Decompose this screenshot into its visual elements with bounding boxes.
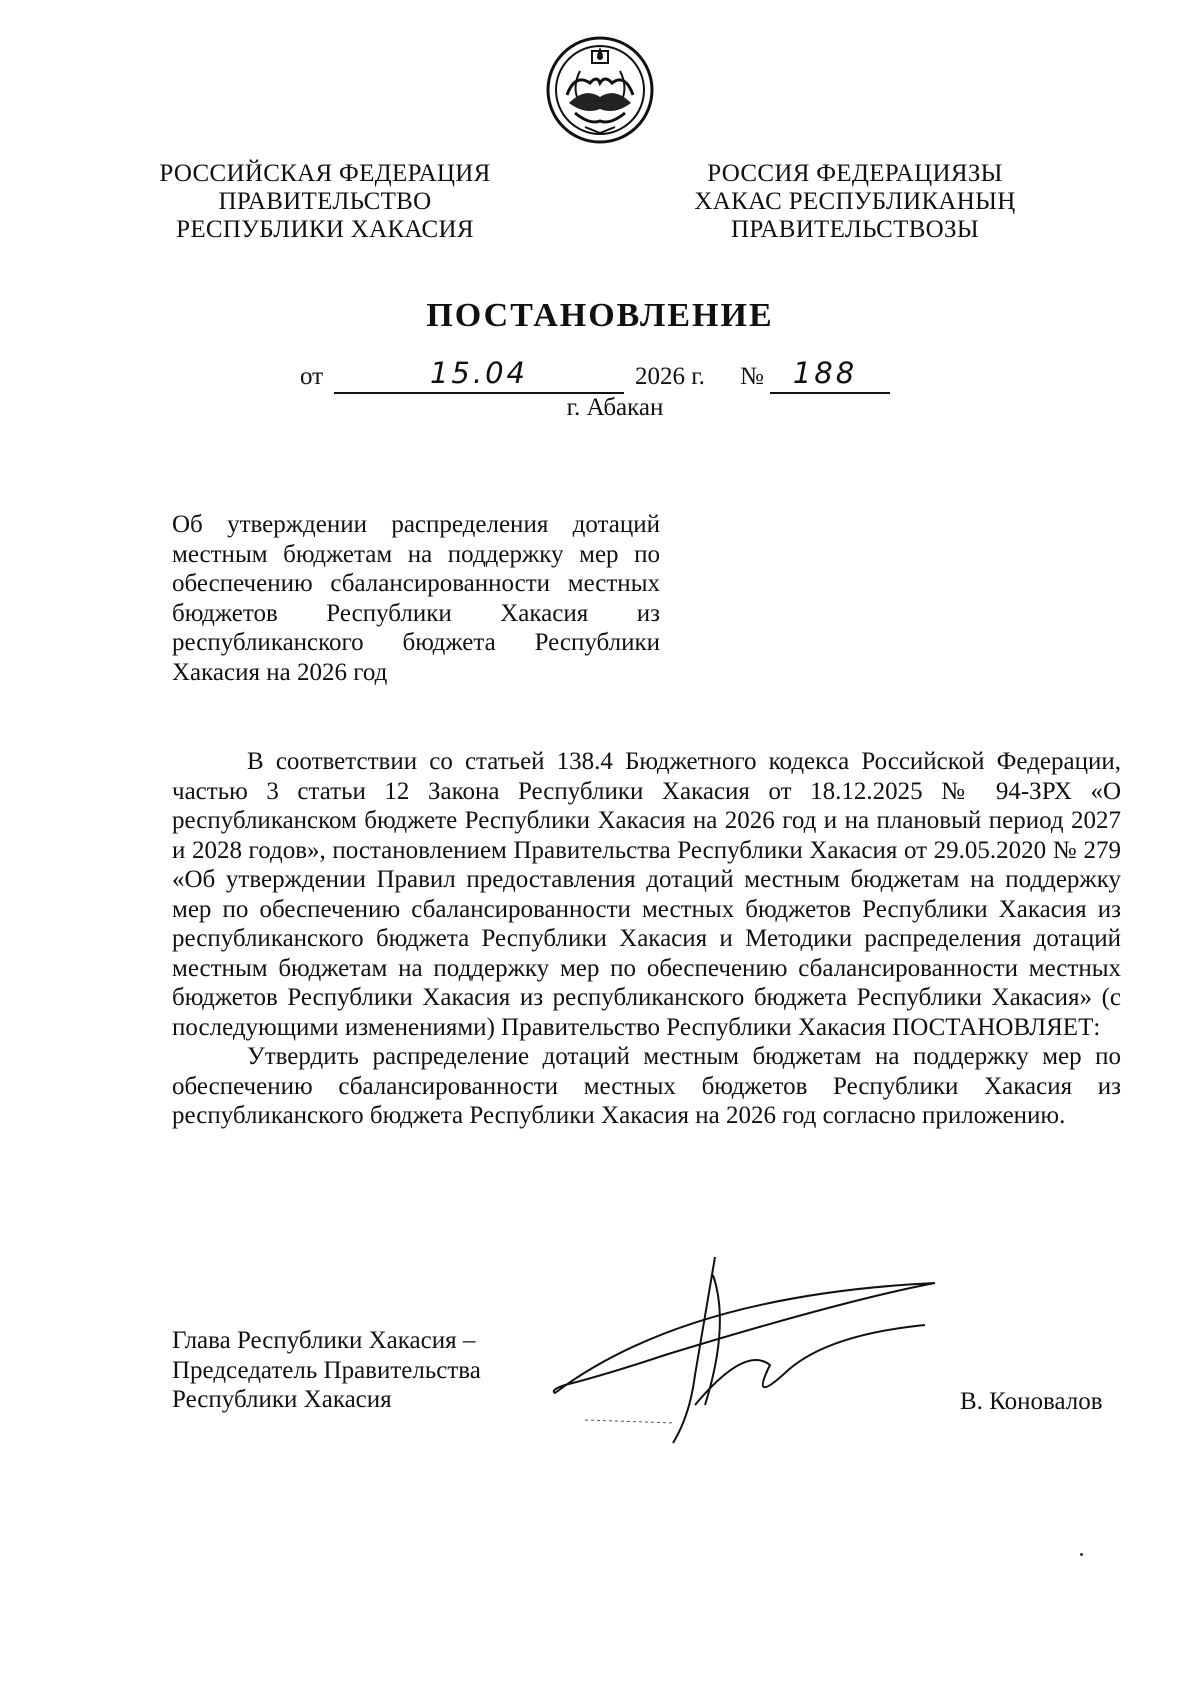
signatory-line-1: Глава Республики Хакасия – bbox=[172, 1327, 476, 1354]
date-handwritten: 15.04 bbox=[429, 356, 529, 390]
document-title: ПОСТАНОВЛЕНИЕ bbox=[426, 297, 774, 334]
city-line: г. Абакан bbox=[566, 394, 664, 421]
handwritten-signature-icon bbox=[545, 1255, 945, 1445]
number-prefix: № bbox=[740, 363, 764, 390]
header-left-line-3: РЕСПУБЛИКИ ХАКАСИЯ bbox=[176, 216, 474, 243]
year-text: 2026 г. bbox=[635, 363, 705, 390]
header-left-line-1: РОССИЙСКАЯ ФЕДЕРАЦИЯ bbox=[159, 160, 491, 187]
coat-of-arms-emblem-icon bbox=[545, 35, 655, 145]
header-right-block bbox=[640, 160, 1070, 244]
header-right-line-2: ХАКАС РЕСПУБЛИКАНЫҢ bbox=[694, 188, 1016, 215]
header-right-line-3: ПРАВИТЕЛЬСТВОЗЫ bbox=[731, 216, 979, 243]
signatory-line-2: Председатель Правительства bbox=[172, 1356, 481, 1384]
header-left-line-2: ПРАВИТЕЛЬСТВО bbox=[218, 188, 432, 215]
page-dot bbox=[1080, 1553, 1083, 1556]
header-right-line-1: РОССИЯ ФЕДЕРАЦИЯЗЫ bbox=[707, 160, 1003, 187]
document-body bbox=[172, 747, 1121, 1131]
number-handwritten: 188 bbox=[792, 356, 858, 390]
body-paragraph-1: В соответствии со статьей 138.4 Бюджетного кодекса Российской Федерации, частью 3 статьи 12 Закона Республики Хакасия от 18.12.2025 № 94-ЗРХ «О республиканском бюджете Республики Хакасия на 2026 год и на плановый период 2027 и 2028 годов», постановлением Правительства Республики Хакасия от 29.05.2020 № 279 «Об утверждении Правил предоставления дотаций местным бюджетам на поддержку мер по обеспечению сбалансированности местных бюджетов Республики Хакасия из республиканского бюджета Республики Хакасия и Методики распределения дотаций местным бюджетам на поддержку мер по обеспечению сбалансированности местных бюджетов Республики Хакасия из республиканского бюджета Республики Хакасия» (с последующими изменениями) Правительство Республики Хакасия ПОСТАНОВЛЯЕТ: bbox=[172, 748, 1121, 1041]
signatory-position bbox=[172, 1326, 532, 1415]
header-left-block bbox=[110, 160, 540, 244]
body-paragraph-2: Утвердить распределение дотаций местным бюджетам на поддержку мер по обеспечению сбалансированности местных бюджетов Республики Хакасия из республиканского бюджета Республики Хакасия на 2026 год согласно приложению. bbox=[172, 1043, 1121, 1129]
document-subject: Об утверждении распределения дотаций местным бюджетам на поддержку мер по обеспечению сбалансированности местных бюджетов Республики Хакасия из республиканского бюджета Республики Хакасия на 2026 год bbox=[172, 511, 660, 686]
signatory-line-3: Республики Хакасия bbox=[172, 1386, 392, 1413]
signatory-name: В. Коновалов bbox=[960, 1388, 1103, 1415]
date-prefix: от bbox=[300, 363, 324, 390]
